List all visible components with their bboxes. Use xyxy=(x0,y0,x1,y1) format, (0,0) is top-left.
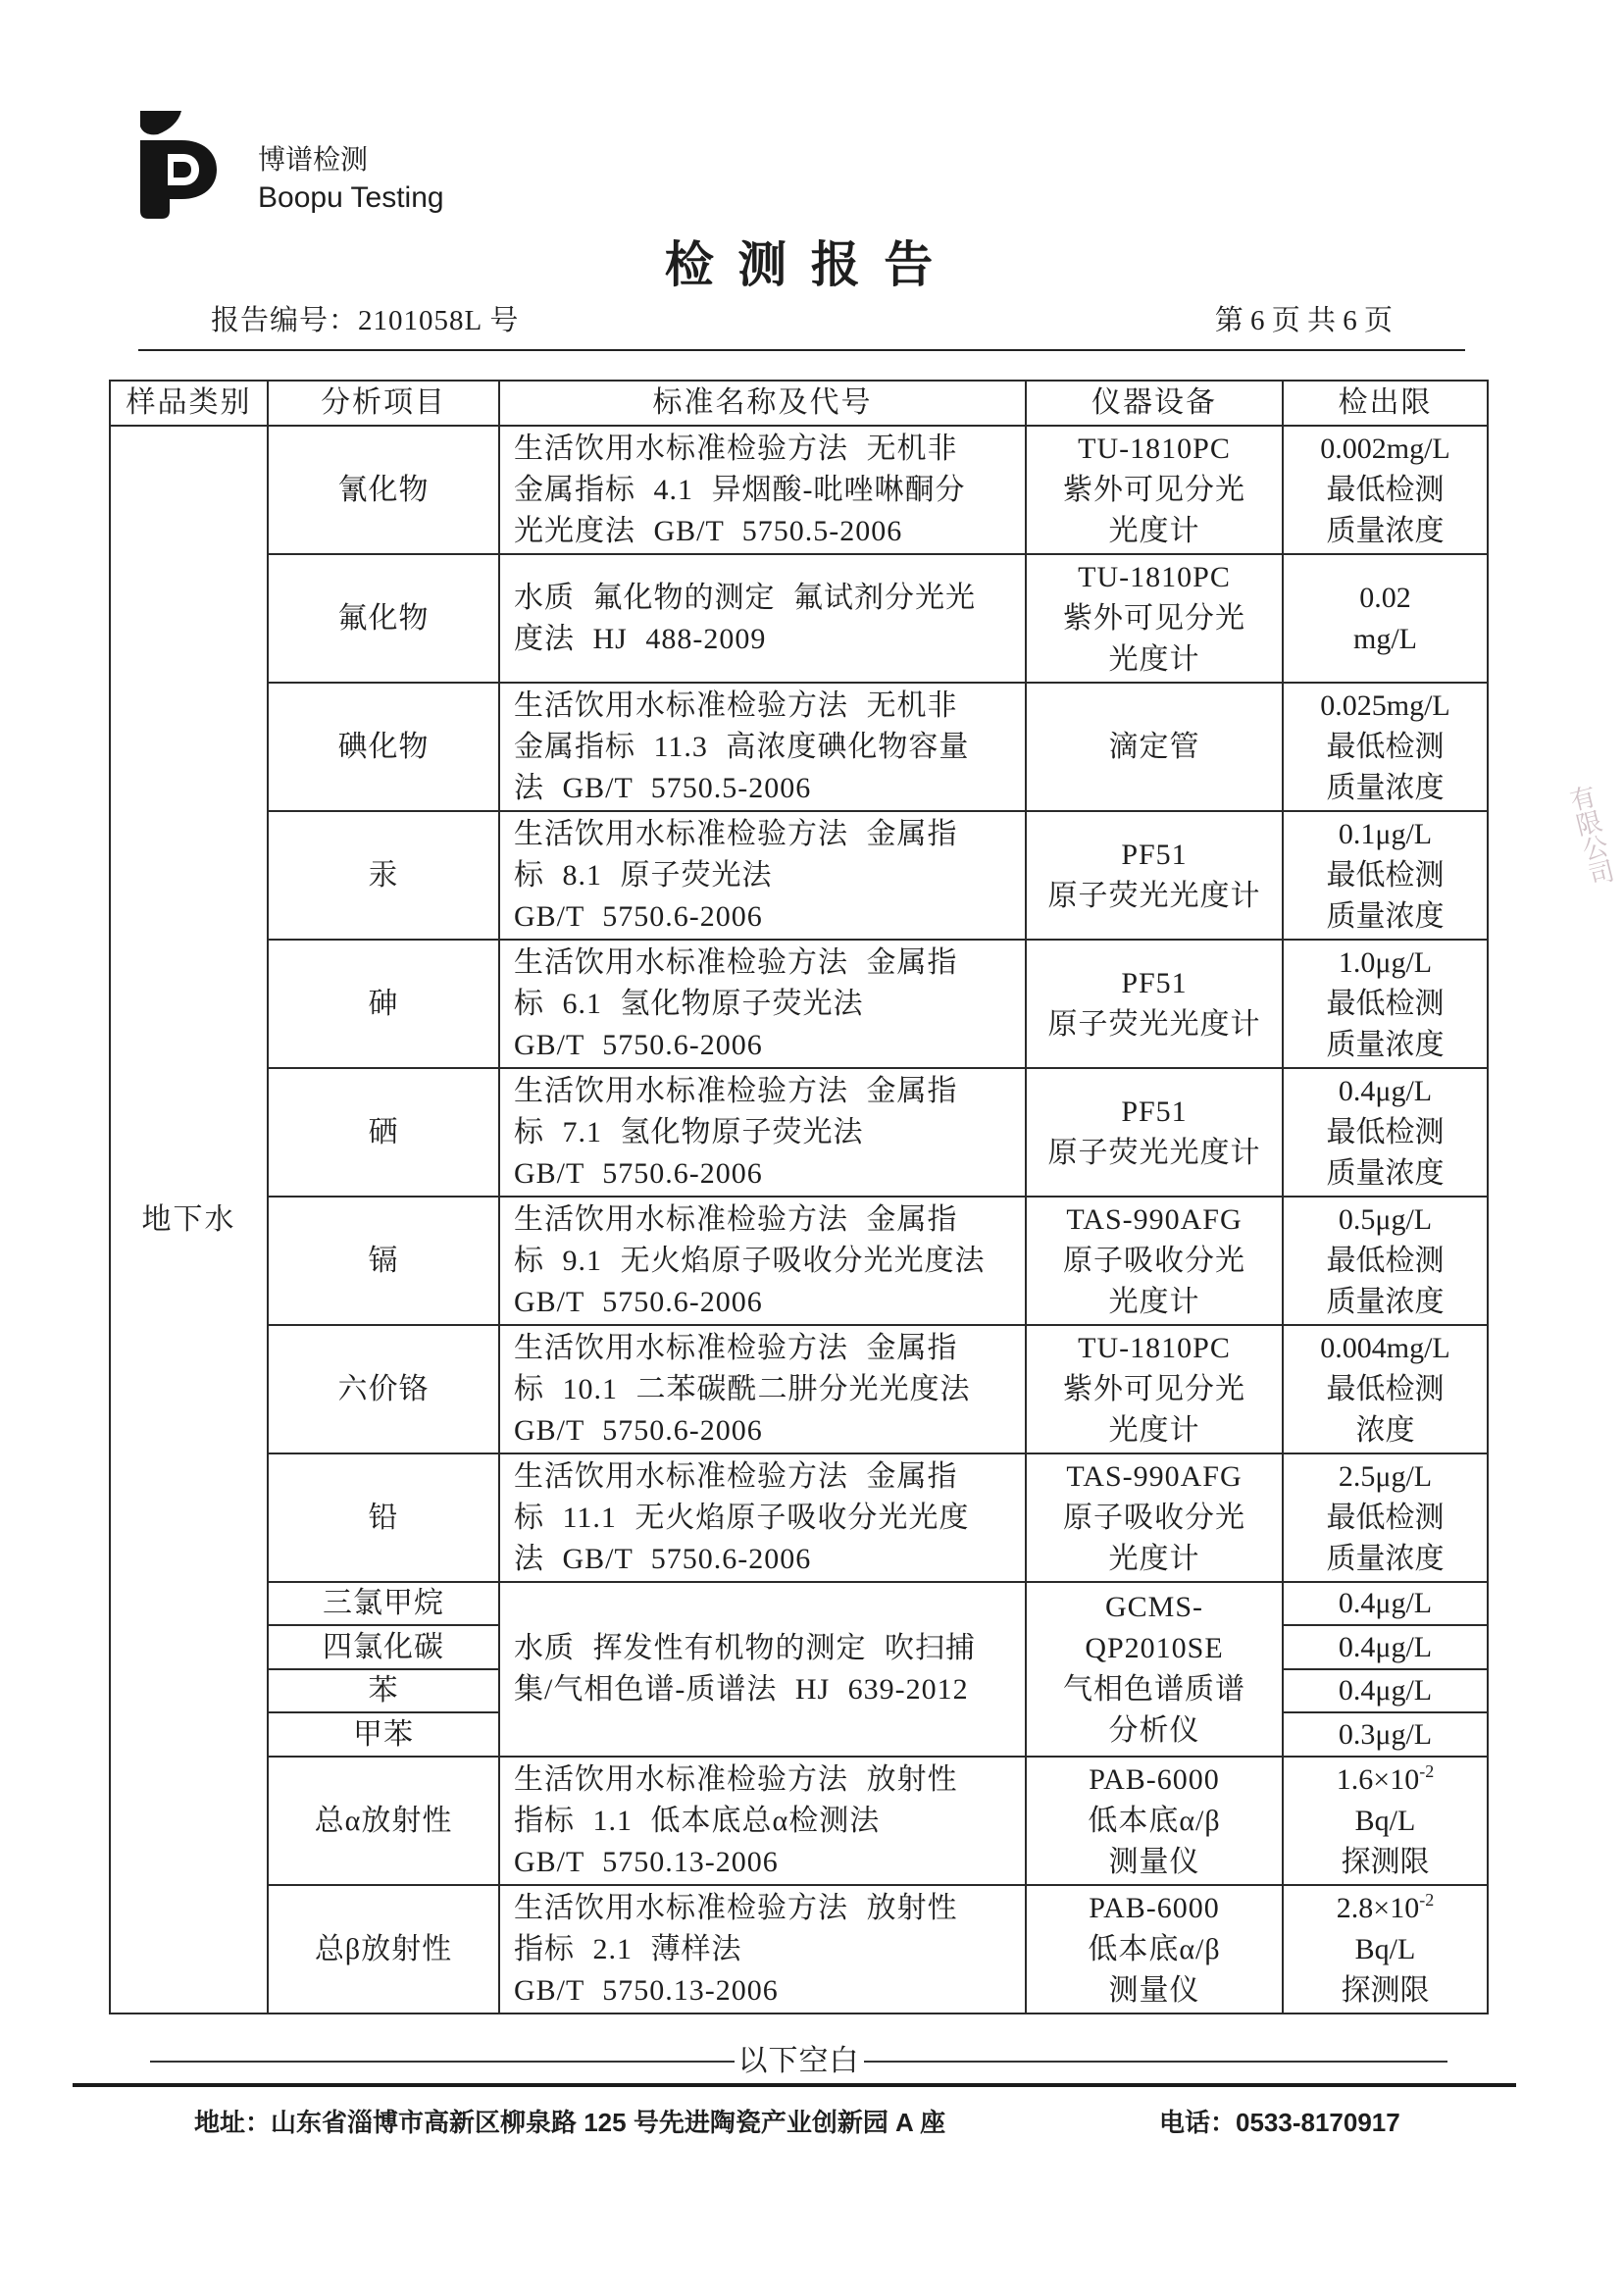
standard-line: 标 11.1 无火焰原子吸收分光光度 xyxy=(514,1501,970,1534)
detection-limit-value xyxy=(1284,1888,1487,1929)
instrument-line: 低本底α/β xyxy=(1088,1804,1221,1837)
detection-limit-line: Bq/L xyxy=(1354,1932,1416,1965)
detection-limit-line: 最低检测 xyxy=(1326,1244,1445,1277)
end-marker-rule-right xyxy=(864,2061,1448,2063)
detection-limit-line: 0.002mg/L xyxy=(1320,432,1450,465)
standard-line: 生活饮用水标准检验方法 金属指 xyxy=(514,1074,958,1107)
standard-line: 标 9.1 无火焰原子吸收分光光度法 xyxy=(514,1244,986,1277)
detection-limit-cell xyxy=(1283,554,1488,683)
detection-limit-cell xyxy=(1283,1453,1488,1582)
instrument-line: 紫外可见分光 xyxy=(1063,1372,1245,1405)
table-row xyxy=(110,940,1488,1068)
analysis-item-cell xyxy=(268,1453,499,1582)
instrument-line: QP2010SE xyxy=(1085,1632,1224,1664)
limit-base: 2.8×10 xyxy=(1336,1891,1420,1924)
report-title: 检 测 报 告 xyxy=(664,237,939,292)
standard-cell xyxy=(499,554,1026,683)
boopu-logo-icon xyxy=(138,109,219,219)
table-row xyxy=(110,1757,1488,1885)
analysis-item-cell xyxy=(268,940,499,1068)
logo-name-en: Boopu Testing xyxy=(258,181,444,214)
detection-limit-cell xyxy=(1283,1582,1488,1625)
instrument-line: 测量仪 xyxy=(1108,1845,1200,1878)
instrument-line: PAB-6000 xyxy=(1089,1762,1220,1796)
standard-cell xyxy=(499,811,1026,940)
table-row xyxy=(110,1582,1488,1625)
instrument-line: TAS-990AFG xyxy=(1066,1459,1243,1493)
standard-line: 标 7.1 氢化物原子荧光法 xyxy=(514,1115,864,1148)
analysis-item: 氰化物 xyxy=(337,473,430,506)
header-label: 仪器设备 xyxy=(1091,386,1217,419)
table-row xyxy=(110,1197,1488,1325)
detection-limit-line: 最低检测 xyxy=(1326,473,1445,506)
detection-limit-line: 最低检测 xyxy=(1326,1501,1445,1534)
instrument-line: 原子吸收分光 xyxy=(1063,1244,1245,1277)
instrument-line: TU-1810PC xyxy=(1078,1331,1231,1364)
detection-limit-line: 质量浓度 xyxy=(1326,1542,1445,1575)
detection-limit-cell xyxy=(1283,811,1488,940)
detection-limit-line: 0.4μg/L xyxy=(1338,1630,1433,1663)
detection-limit-line: 0.4μg/L xyxy=(1338,1587,1433,1619)
detection-limit-line: 0.4μg/L xyxy=(1338,1074,1433,1107)
instrument-line: 原子吸收分光 xyxy=(1063,1501,1245,1534)
standard-line: 标 8.1 原子荧光法 xyxy=(514,858,773,892)
standard-line: 生活饮用水标准检验方法 放射性 xyxy=(514,1762,958,1796)
detection-limit-line: 浓度 xyxy=(1355,1413,1415,1447)
analysis-item-cell xyxy=(268,1885,499,2014)
analysis-item-cell xyxy=(268,1197,499,1325)
analysis-item-cell xyxy=(268,1669,499,1712)
detection-limit-line: 最低检测 xyxy=(1326,858,1445,892)
instrument-line: 分析仪 xyxy=(1108,1714,1200,1747)
standard-cell xyxy=(499,1885,1026,2014)
instrument-cell xyxy=(1026,811,1283,940)
instrument-line: PAB-6000 xyxy=(1089,1891,1220,1924)
standard-cell xyxy=(499,1582,1026,1757)
detection-limit-line: 最低检测 xyxy=(1326,1372,1445,1405)
logo-name-cn: 博谱检测 xyxy=(258,143,369,176)
standard-line: 生活饮用水标准检验方法 无机非 xyxy=(514,688,958,722)
standard-line: GB/T 5750.13-2006 xyxy=(514,1973,779,2007)
instrument-cell xyxy=(1026,554,1283,683)
standard-cell xyxy=(499,940,1026,1068)
analysis-item: 镉 xyxy=(368,1244,399,1277)
test-method-table xyxy=(109,380,1489,2014)
standard-line: 生活饮用水标准检验方法 金属指 xyxy=(514,1459,958,1493)
footer-divider xyxy=(73,2083,1516,2087)
instrument-line: 气相色谱质谱 xyxy=(1063,1673,1245,1706)
detection-limit-cell xyxy=(1283,1712,1488,1757)
limit-base: 1.6×10 xyxy=(1336,1762,1420,1796)
detection-limit-line: 0.02 xyxy=(1359,581,1411,614)
analysis-item-cell xyxy=(268,1757,499,1885)
analysis-item: 铅 xyxy=(368,1501,399,1534)
standard-line: 水质 挥发性有机物的测定 吹扫捕 xyxy=(514,1632,976,1664)
detection-limit-cell xyxy=(1283,1068,1488,1197)
instrument-cell xyxy=(1026,1757,1283,1885)
detection-limit-line: 探测限 xyxy=(1341,1973,1430,2007)
standard-cell xyxy=(499,1068,1026,1197)
detection-limit-line: 质量浓度 xyxy=(1326,771,1445,804)
detection-limit-line: 质量浓度 xyxy=(1326,1285,1445,1318)
detection-limit-line: 质量浓度 xyxy=(1326,899,1445,933)
sample-type-cell xyxy=(110,426,268,2014)
table-row xyxy=(110,1453,1488,1582)
limit-exponent: -2 xyxy=(1419,1760,1435,1781)
analysis-item-cell xyxy=(268,1712,499,1757)
detection-limit-line: 0.3μg/L xyxy=(1338,1717,1433,1751)
analysis-item: 氟化物 xyxy=(337,601,430,635)
instrument-line: TU-1810PC xyxy=(1078,432,1231,465)
standard-line: GB/T 5750.6-2006 xyxy=(514,1413,763,1447)
instrument-line: PF51 xyxy=(1121,1095,1188,1128)
instrument-cell xyxy=(1026,1197,1283,1325)
standard-cell xyxy=(499,1197,1026,1325)
analysis-item: 汞 xyxy=(368,858,399,892)
analysis-item: 碘化物 xyxy=(337,730,430,763)
standard-line: 生活饮用水标准检验方法 金属指 xyxy=(514,945,958,979)
standard-cell xyxy=(499,1757,1026,1885)
header-divider xyxy=(138,349,1465,351)
standard-line: 集/气相色谱-质谱法 HJ 639-2012 xyxy=(514,1673,969,1706)
page-number: 第 6 页 共 6 页 xyxy=(1214,305,1393,336)
analysis-item-cell xyxy=(268,1625,499,1669)
detection-limit-line: 0.5μg/L xyxy=(1338,1202,1433,1236)
standard-line: 指标 1.1 低本底总α检测法 xyxy=(514,1804,881,1837)
analysis-item: 砷 xyxy=(368,987,399,1020)
footer-address: 地址：山东省淄博市高新区柳泉路 125 号先进陶瓷产业创新园 A 座 xyxy=(194,2108,946,2137)
instrument-line: GCMS- xyxy=(1104,1591,1204,1623)
detection-limit-line: 质量浓度 xyxy=(1326,514,1445,547)
standard-line: 法 GB/T 5750.5-2006 xyxy=(514,771,812,804)
instrument-line: 紫外可见分光 xyxy=(1063,601,1245,635)
table-row xyxy=(110,554,1488,683)
instrument-line: 光度计 xyxy=(1108,1542,1200,1575)
instrument-line: 原子荧光光度计 xyxy=(1047,879,1261,912)
table-row xyxy=(110,683,1488,811)
detection-limit-line: mg/L xyxy=(1353,622,1417,655)
instrument-line: 低本底α/β xyxy=(1088,1932,1221,1965)
analysis-item: 六价铬 xyxy=(337,1372,430,1405)
instrument-cell xyxy=(1026,1325,1283,1453)
standard-line: 标 6.1 氢化物原子荧光法 xyxy=(514,987,864,1020)
report-number: 报告编号：2101058L 号 xyxy=(211,305,520,336)
header-label: 分析项目 xyxy=(321,386,446,419)
limit-exponent: -2 xyxy=(1419,1889,1435,1910)
standard-line: GB/T 5750.6-2006 xyxy=(514,1028,763,1061)
header-analysis-item xyxy=(268,381,499,426)
seal-fragment: 有限公司 xyxy=(1563,782,1617,889)
detection-limit-line: 2.5μg/L xyxy=(1338,1459,1433,1493)
analysis-item: 硒 xyxy=(368,1115,399,1148)
header-limit xyxy=(1283,381,1488,426)
footer-phone: 电话：0533-8170917 xyxy=(1159,2108,1400,2137)
detection-limit-line: 最低检测 xyxy=(1326,987,1445,1020)
detection-limit-line: 最低检测 xyxy=(1326,730,1445,763)
instrument-line: 光度计 xyxy=(1108,1285,1200,1318)
analysis-item-cell xyxy=(268,811,499,940)
detection-limit-cell xyxy=(1283,426,1488,554)
instrument-line: 光度计 xyxy=(1108,514,1200,547)
standard-line: 金属指标 11.3 高浓度碘化物容量 xyxy=(514,730,970,763)
detection-limit-cell xyxy=(1283,1669,1488,1712)
analysis-item-cell xyxy=(268,1325,499,1453)
detection-limit-line: 质量浓度 xyxy=(1326,1028,1445,1061)
detection-limit-line: 0.025mg/L xyxy=(1320,688,1450,722)
analysis-item: 三氯甲烷 xyxy=(323,1587,444,1619)
standard-line: GB/T 5750.6-2006 xyxy=(514,899,763,933)
analysis-item-cell xyxy=(268,683,499,811)
analysis-item: 总β放射性 xyxy=(314,1932,453,1965)
standard-line: 生活饮用水标准检验方法 无机非 xyxy=(514,432,958,465)
standard-line: 法 GB/T 5750.6-2006 xyxy=(514,1542,812,1575)
table-row xyxy=(110,811,1488,940)
header-instrument xyxy=(1026,381,1283,426)
detection-limit-line: 1.0μg/L xyxy=(1338,945,1433,979)
standard-cell xyxy=(499,683,1026,811)
analysis-item: 苯 xyxy=(368,1674,399,1707)
analysis-item: 甲苯 xyxy=(353,1717,414,1751)
instrument-line: 光度计 xyxy=(1108,642,1200,676)
detection-limit-line: 0.004mg/L xyxy=(1320,1331,1450,1364)
standard-cell xyxy=(499,426,1026,554)
sample-type: 地下水 xyxy=(141,1202,236,1236)
detection-limit-line: 探测限 xyxy=(1341,1845,1430,1878)
standard-line: GB/T 5750.13-2006 xyxy=(514,1845,779,1878)
end-of-content-marker xyxy=(150,2042,1447,2081)
instrument-cell xyxy=(1026,1885,1283,2014)
analysis-item: 四氯化碳 xyxy=(323,1630,444,1663)
standard-line: 度法 HJ 488-2009 xyxy=(514,622,767,655)
table-row xyxy=(110,1068,1488,1197)
standard-cell xyxy=(499,1325,1026,1453)
header-sample-type xyxy=(110,381,268,426)
detection-limit-cell xyxy=(1283,683,1488,811)
instrument-line: 原子荧光光度计 xyxy=(1047,1007,1261,1041)
instrument-cell xyxy=(1026,1068,1283,1197)
header-label: 样品类别 xyxy=(126,386,252,419)
analysis-item-cell xyxy=(268,1068,499,1197)
detection-limit-line: 最低检测 xyxy=(1326,1115,1445,1148)
standard-line: 生活饮用水标准检验方法 金属指 xyxy=(514,1202,958,1236)
table-row xyxy=(110,426,1488,554)
detection-limit-cell xyxy=(1283,1197,1488,1325)
table-row xyxy=(110,1325,1488,1453)
instrument-line: 紫外可见分光 xyxy=(1063,473,1245,506)
detection-limit-cell xyxy=(1283,1625,1488,1669)
detection-limit-cell xyxy=(1283,1885,1488,2014)
standard-line: 光光度法 GB/T 5750.5-2006 xyxy=(514,514,903,547)
header-standard xyxy=(499,381,1026,426)
instrument-cell xyxy=(1026,683,1283,811)
table-row xyxy=(110,1885,1488,2014)
standard-line: GB/T 5750.6-2006 xyxy=(514,1156,763,1190)
end-marker-rule-left xyxy=(150,2061,735,2063)
standard-line: 水质 氟化物的测定 氟试剂分光光 xyxy=(514,581,976,614)
standard-line: 生活饮用水标准检验方法 金属指 xyxy=(514,817,958,850)
header-label: 标准名称及代号 xyxy=(652,386,873,419)
analysis-item-cell xyxy=(268,1582,499,1625)
standard-line: GB/T 5750.6-2006 xyxy=(514,1285,763,1318)
instrument-cell xyxy=(1026,940,1283,1068)
analysis-item: 总α放射性 xyxy=(314,1804,453,1837)
instrument-line: TU-1810PC xyxy=(1078,560,1231,593)
instrument-cell xyxy=(1026,426,1283,554)
instrument-line: 滴定管 xyxy=(1108,730,1200,763)
standard-line: 标 10.1 二苯碳酰二肼分光光度法 xyxy=(514,1372,971,1405)
standard-line: 金属指标 4.1 异烟酸-吡唑啉酮分 xyxy=(514,473,966,506)
instrument-cell xyxy=(1026,1582,1283,1757)
standard-line: 生活饮用水标准检验方法 放射性 xyxy=(514,1891,958,1924)
detection-limit-value xyxy=(1284,1759,1487,1801)
standard-line: 指标 2.1 薄样法 xyxy=(514,1932,742,1965)
detection-limit-line: Bq/L xyxy=(1354,1804,1416,1837)
table-header-row xyxy=(110,381,1488,426)
instrument-line: 光度计 xyxy=(1108,1413,1200,1447)
detection-limit-line: 0.4μg/L xyxy=(1338,1674,1433,1707)
analysis-item-cell xyxy=(268,426,499,554)
detection-limit-cell xyxy=(1283,1757,1488,1885)
detection-limit-line: 质量浓度 xyxy=(1326,1156,1445,1190)
instrument-line: 测量仪 xyxy=(1108,1973,1200,2007)
instrument-line: 原子荧光光度计 xyxy=(1047,1136,1261,1169)
analysis-item-cell xyxy=(268,554,499,683)
instrument-line: TAS-990AFG xyxy=(1066,1202,1243,1236)
standard-cell xyxy=(499,1453,1026,1582)
detection-limit-cell xyxy=(1283,940,1488,1068)
standard-line: 生活饮用水标准检验方法 金属指 xyxy=(514,1331,958,1364)
instrument-line: PF51 xyxy=(1121,966,1188,999)
detection-limit-cell xyxy=(1283,1325,1488,1453)
instrument-line: PF51 xyxy=(1121,838,1188,871)
detection-limit-line: 0.1μg/L xyxy=(1338,817,1433,850)
end-marker-text: 以下空白 xyxy=(737,2045,860,2077)
header-label: 检出限 xyxy=(1338,386,1433,419)
instrument-cell xyxy=(1026,1453,1283,1582)
